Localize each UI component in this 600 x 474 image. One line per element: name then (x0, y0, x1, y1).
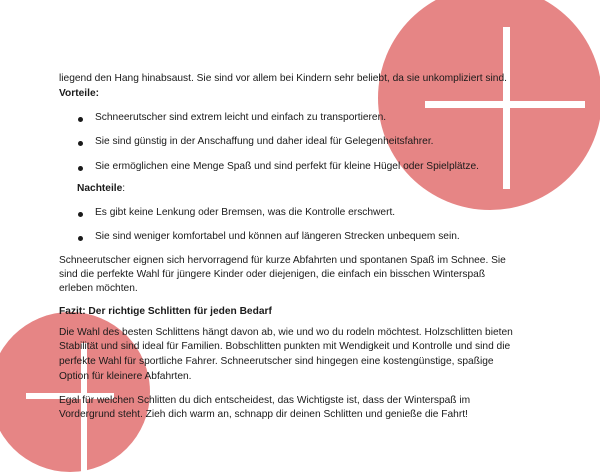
summary-line-1: Schneerutscher eignen sich hervorragend für kurze Abfahrten und spontanen Spaß im Schnee. Sie (59, 255, 506, 266)
pros-heading: Vorteile (59, 88, 96, 99)
conclusion-heading: Fazit: Der richtige Schlitten für jeden Bedarf (59, 306, 272, 317)
closing-line-2: Vordergrund steht. Zieh dich warm an, schnapp dir deinen Schlitten und genieße die Fahrt! (59, 409, 468, 420)
pros-heading-row: Vorteile: (59, 88, 100, 99)
conclusion-line-4: Option für kleinere Abfahrten. (59, 371, 192, 382)
conclusion-line-2: Stabilität und sind ideal für Familien. Bobschlitten punkten mit Wendigkeit und Kontrolle und sind die (59, 341, 511, 352)
conclusion-line-3: perfekte Wahl für sportliche Fahrer. Schneerutscher sind hingegen eine kostengünstige, spaßige (59, 356, 494, 367)
pros-item-3: Sie ermöglichen eine Menge Spaß und sind perfekt für kleine Hügel oder Spielplätze. (95, 161, 479, 172)
summary-line-2: sind die perfekte Wahl für jüngere Kinder oder diejenigen, die einfach ein bisschen Winterspaß (59, 269, 486, 280)
cons-heading-row: Nachteile: (77, 183, 126, 194)
bullet-icon (78, 212, 83, 217)
bullet-icon (78, 141, 83, 146)
intro-line: liegend den Hang hinabsaust. Sie sind vor allem bei Kindern sehr beliebt, da sie unkompliziert sind. (59, 73, 507, 84)
closing-line-1: Egal für welchen Schlitten du dich entscheidest, das Wichtigste ist, dass der Winterspaß im (59, 395, 471, 406)
bullet-icon (78, 117, 83, 122)
pros-item-2: Sie sind günstig in der Anschaffung und daher ideal für Gelegenheitsfahrer. (95, 136, 434, 147)
conclusion-line-1: Die Wahl des besten Schlittens hängt davon ab, wie und wo du rodeln möchtest. Holzschlitten bieten (59, 327, 513, 338)
cons-item-2: Sie sind weniger komfortabel und können auf längeren Strecken unbequem sein. (95, 231, 460, 242)
summary-line-3: erleben möchten. (59, 283, 138, 294)
bullet-icon (78, 236, 83, 241)
cons-heading: Nachteile (77, 183, 123, 194)
cons-item-1: Es gibt keine Lenkung oder Bremsen, was die Kontrolle erschwert. (95, 207, 396, 218)
bullet-icon (78, 166, 83, 171)
pros-item-1: Schneerutscher sind extrem leicht und einfach zu transportieren. (95, 112, 387, 123)
